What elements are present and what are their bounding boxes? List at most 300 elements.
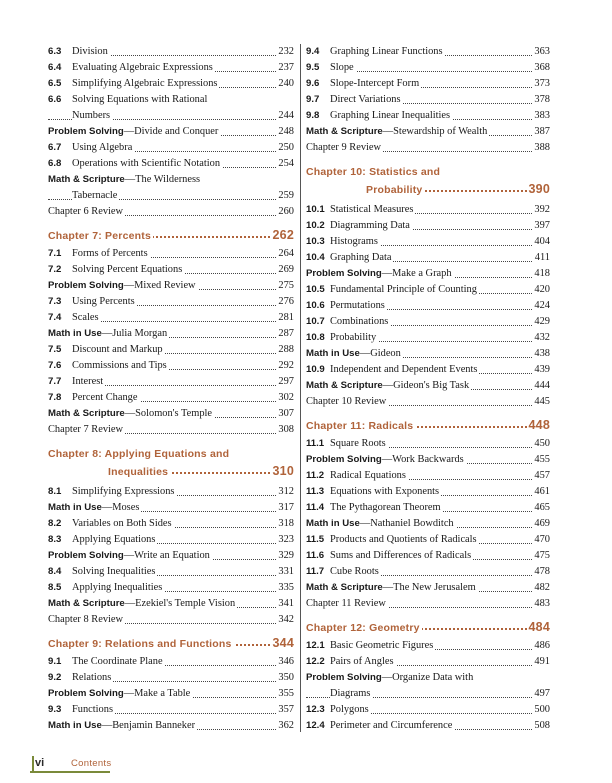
- entry-title: —Gideon's Big Task: [382, 380, 470, 391]
- entry-title: —Benjamin Banneker: [101, 720, 196, 731]
- entry-title: Probability: [330, 332, 377, 343]
- entry-title: Applying Equations: [72, 534, 156, 545]
- toc-entry[interactable]: [306, 250, 550, 266]
- toc-entry[interactable]: [48, 532, 294, 548]
- entry-title: Chapter 8 Review: [48, 614, 124, 625]
- entry-title: Interest: [72, 376, 104, 387]
- toc-entry[interactable]: [48, 390, 294, 406]
- toc-entry[interactable]: [48, 580, 294, 596]
- toc-entry[interactable]: [306, 44, 550, 60]
- toc-entry[interactable]: [306, 330, 550, 346]
- feature-label: Math & Scripture: [48, 408, 125, 419]
- toc-entry[interactable]: [48, 246, 294, 262]
- section-number: 6.7: [48, 142, 62, 153]
- page-number: 350: [276, 670, 294, 686]
- page-number: vi: [35, 757, 45, 769]
- chapter-page-number: 262: [272, 228, 294, 242]
- entry-title: Slope: [330, 62, 354, 73]
- entry-title: Perimeter and Circumference: [330, 720, 453, 731]
- entry-text: [48, 360, 169, 371]
- entry-text: [306, 62, 356, 73]
- entry-text: [48, 704, 115, 715]
- toc-entry[interactable]: [48, 612, 294, 628]
- toc-entry[interactable]: [48, 654, 294, 670]
- section-number: 9.5: [306, 62, 320, 73]
- page-number: 404: [532, 234, 550, 250]
- toc-entry[interactable]: [48, 358, 294, 374]
- page-number: 318: [276, 516, 294, 532]
- toc-entry[interactable]: [306, 452, 550, 468]
- page-number: 373: [532, 76, 550, 92]
- toc-entry[interactable]: [306, 92, 550, 108]
- toc-entry[interactable]: [48, 310, 294, 326]
- entry-text: [306, 486, 441, 497]
- page-number: 259: [276, 188, 294, 204]
- toc-entry[interactable]: [48, 702, 294, 718]
- page-number: 444: [532, 378, 550, 394]
- entry-title: Solving Percent Equations: [72, 264, 183, 275]
- toc-entry[interactable]: [306, 654, 550, 670]
- entry-title: —Divide and Conquer: [123, 126, 219, 137]
- chapter-title-line: [306, 622, 550, 634]
- toc-entry[interactable]: [306, 76, 550, 92]
- entry-text: [48, 142, 134, 153]
- entry-title: Chapter 7 Review: [48, 424, 124, 435]
- toc-entry[interactable]: [48, 596, 294, 612]
- chapter-title-line: [48, 230, 294, 242]
- entry-text: [306, 300, 387, 311]
- entry-text: [48, 280, 198, 291]
- entry-text: [306, 316, 390, 327]
- toc-entry[interactable]: [306, 394, 550, 410]
- toc-entry[interactable]: [306, 468, 550, 484]
- page-number: 248: [276, 124, 294, 140]
- section-number: 7.6: [48, 360, 62, 371]
- entry-title: Independent and Dependent Events: [330, 364, 478, 375]
- page-number: 368: [532, 60, 550, 76]
- entry-text: [306, 332, 378, 343]
- page-number: 432: [532, 330, 550, 346]
- entry-title: Scales: [72, 312, 99, 323]
- page-number: 383: [532, 108, 550, 124]
- page-number: 470: [532, 532, 550, 548]
- toc-entry[interactable]: [306, 140, 550, 156]
- entry-title: Cube Roots: [330, 566, 379, 577]
- toc-entry[interactable]: [306, 298, 550, 314]
- toc-entry[interactable]: [48, 548, 294, 564]
- page-number: 331: [276, 564, 294, 580]
- page-number: 307: [276, 406, 294, 422]
- chapter-title: Chapter 10: Statistics and: [306, 166, 441, 178]
- chapter-page-number: 448: [528, 418, 550, 432]
- entry-title: —Solomon's Temple: [124, 408, 213, 419]
- entry-text: [48, 486, 176, 497]
- entry-text: [306, 640, 435, 651]
- toc-entry[interactable]: [306, 266, 550, 282]
- section-number: 7.8: [48, 392, 62, 403]
- entry-title: —Ezekiel's Temple Vision: [124, 598, 236, 609]
- section-number: 12.3: [306, 704, 325, 715]
- feature-label: Problem Solving: [306, 454, 382, 465]
- toc-entry[interactable]: [306, 108, 550, 124]
- toc-entry[interactable]: [48, 156, 294, 172]
- entry-text: [48, 46, 110, 57]
- toc-entry[interactable]: [48, 374, 294, 390]
- toc-entry[interactable]: [306, 638, 550, 654]
- entry-title: —Write an Equation: [123, 550, 210, 561]
- entry-title: Chapter 10 Review: [306, 396, 387, 407]
- entry-text: [306, 704, 371, 715]
- entry-text: [48, 566, 157, 577]
- section-number: 10.1: [306, 204, 325, 215]
- entry-text: [48, 518, 174, 529]
- chapter-title-line: [366, 184, 550, 196]
- chapter-title: Chapter 8: Applying Equations and: [48, 448, 230, 460]
- entry-title: Slope-Intercept Form: [330, 78, 420, 89]
- entry-text: [306, 380, 471, 391]
- toc-entry-continued[interactable]: [48, 188, 294, 204]
- entry-title: Polygons: [330, 704, 369, 715]
- feature-label: Problem Solving: [306, 268, 382, 279]
- entry-text: [306, 534, 479, 545]
- toc-entry[interactable]: [306, 548, 550, 564]
- chapter-page-number: 390: [528, 182, 550, 196]
- toc-entry[interactable]: [306, 124, 550, 140]
- entry-text: [48, 62, 215, 73]
- entry-text: [48, 92, 294, 108]
- toc-entry[interactable]: [48, 204, 294, 220]
- toc-entry[interactable]: [48, 718, 294, 734]
- section-number: 6.5: [48, 78, 62, 89]
- entry-title: —Organize Data with: [381, 672, 474, 683]
- page-number: 469: [532, 516, 550, 532]
- toc-entry[interactable]: [48, 44, 294, 60]
- section-number: 7.4: [48, 312, 62, 323]
- toc-entry[interactable]: [306, 718, 550, 734]
- section-number: 10.2: [306, 220, 325, 231]
- entry-title: Permutations: [330, 300, 385, 311]
- section-number: 9.2: [48, 672, 62, 683]
- entry-text: [48, 206, 125, 217]
- entry-title: Evaluating Algebraic Expressions: [72, 62, 213, 73]
- toc-entry[interactable]: [48, 140, 294, 156]
- entry-title: Forms of Percents: [72, 248, 148, 259]
- page-number: 455: [532, 452, 550, 468]
- page-number: 260: [276, 204, 294, 220]
- toc-entry[interactable]: [306, 532, 550, 548]
- entry-title: —Julia Morgan: [101, 328, 168, 339]
- page-number: 346: [276, 654, 294, 670]
- entry-title: Products and Quotients of Radicals: [330, 534, 477, 545]
- entry-text: [306, 470, 408, 481]
- entry-title: Relations: [72, 672, 112, 683]
- feature-label: Math & Scripture: [306, 582, 383, 593]
- entry-title: Numbers: [72, 110, 111, 121]
- entry-text: [306, 220, 412, 231]
- page-number: 491: [532, 654, 550, 670]
- toc-entry[interactable]: [306, 234, 550, 250]
- section-number: 11.1: [306, 438, 325, 449]
- section-number: 10.3: [306, 236, 325, 247]
- toc-entry[interactable]: [48, 422, 294, 438]
- section-number: 10.7: [306, 316, 325, 327]
- page-number: 439: [532, 362, 550, 378]
- entry-title: Division: [72, 46, 108, 57]
- toc-entry-continued[interactable]: [48, 108, 294, 124]
- section-number: 10.5: [306, 284, 325, 295]
- toc-entry[interactable]: [306, 500, 550, 516]
- toc-entry[interactable]: [306, 218, 550, 234]
- entry-text: [48, 424, 125, 435]
- entry-text: [306, 566, 381, 577]
- entry-text: [306, 656, 396, 667]
- page-number: 275: [276, 278, 294, 294]
- page-number: 312: [276, 484, 294, 500]
- page-number: 323: [276, 532, 294, 548]
- page-number: 450: [532, 436, 550, 452]
- chapter-title-continued: Probability: [366, 184, 423, 196]
- entry-text: [306, 126, 489, 137]
- toc-entry[interactable]: [306, 202, 550, 218]
- toc-entry[interactable]: [48, 76, 294, 92]
- section-number: 9.6: [306, 78, 320, 89]
- section-number: 7.3: [48, 296, 62, 307]
- entry-title: Percent Change: [72, 392, 138, 403]
- section-number: 12.2: [306, 656, 325, 667]
- section-number: 7.5: [48, 344, 62, 355]
- entry-text: [306, 454, 466, 465]
- toc-entry[interactable]: [306, 60, 550, 76]
- feature-label: Math & Scripture: [48, 174, 125, 185]
- entry-title: Graphing Linear Functions: [330, 46, 443, 57]
- entry-text: [48, 502, 141, 513]
- feature-label: Problem Solving: [48, 126, 124, 137]
- entry-title: Pairs of Angles: [330, 656, 394, 667]
- chapter-heading[interactable]: [48, 444, 294, 484]
- chapter-title-continued: Inequalities: [108, 466, 169, 478]
- chapter-heading[interactable]: [306, 162, 550, 202]
- entry-text: [306, 268, 454, 279]
- entry-text: [306, 502, 443, 513]
- entry-title: Operations with Scientific Notation: [72, 158, 221, 169]
- page-number: 287: [276, 326, 294, 342]
- toc-entry[interactable]: [48, 278, 294, 294]
- section-number: 8.5: [48, 582, 62, 593]
- entry-text: [48, 264, 184, 275]
- section-number: 6.8: [48, 158, 62, 169]
- toc-entry[interactable]: [48, 670, 294, 686]
- entry-title: Using Percents: [72, 296, 135, 307]
- chapter-heading[interactable]: [48, 634, 294, 654]
- section-number: 12.4: [306, 720, 325, 731]
- toc-entry[interactable]: [306, 282, 550, 298]
- feature-label: Math in Use: [306, 518, 360, 529]
- page-number: 254: [276, 156, 294, 172]
- chapter-page-number: 484: [528, 620, 550, 634]
- footer-rule: [30, 771, 110, 773]
- page-number: 237: [276, 60, 294, 76]
- toc-entry[interactable]: [306, 362, 550, 378]
- toc-entry[interactable]: [306, 670, 550, 686]
- page-number: 420: [532, 282, 550, 298]
- chapter-heading[interactable]: [306, 416, 550, 436]
- entry-text: [306, 142, 383, 153]
- section-number: 11.2: [306, 470, 325, 481]
- feature-label: Math & Scripture: [306, 380, 383, 391]
- entry-title: Simplifying Expressions: [72, 486, 175, 497]
- page-number: 429: [532, 314, 550, 330]
- toc-entry[interactable]: [48, 124, 294, 140]
- section-number: 8.4: [48, 566, 62, 577]
- page-number: 308: [276, 422, 294, 438]
- entry-text: [306, 236, 380, 247]
- toc-entry[interactable]: [306, 484, 550, 500]
- chapter-page-number: 310: [272, 464, 294, 478]
- entry-text: [306, 720, 454, 731]
- page-number: 378: [532, 92, 550, 108]
- entry-text: [306, 364, 479, 375]
- entry-text: [48, 344, 165, 355]
- entry-title: —Make a Table: [123, 688, 191, 699]
- section-number: 11.6: [306, 550, 325, 561]
- entry-text: [48, 172, 294, 188]
- entry-title: Combinations: [330, 316, 389, 327]
- entry-text: [306, 284, 479, 295]
- section-number: 11.3: [306, 486, 325, 497]
- entry-title: Solving Equations with Rational: [72, 94, 208, 105]
- section-number: 9.7: [306, 94, 320, 105]
- entry-text: [48, 534, 157, 545]
- toc-entry[interactable]: [48, 262, 294, 278]
- feature-label: Problem Solving: [48, 280, 124, 291]
- entry-text: [306, 396, 388, 407]
- entry-text: [48, 328, 169, 339]
- page-number: 483: [532, 596, 550, 612]
- chapter-heading[interactable]: [48, 226, 294, 246]
- feature-label: Problem Solving: [48, 688, 124, 699]
- entry-title: Commissions and Tips: [72, 360, 167, 371]
- entry-text: [48, 598, 237, 609]
- chapter-title: Chapter 9: Relations and Functions: [48, 638, 232, 650]
- toc-entry[interactable]: [306, 346, 550, 362]
- page-number: 329: [276, 548, 294, 564]
- feature-label: Math in Use: [48, 328, 102, 339]
- feature-label: Math & Scripture: [48, 598, 125, 609]
- section-number: 8.1: [48, 486, 62, 497]
- toc-entry[interactable]: [48, 406, 294, 422]
- page-number: 264: [276, 246, 294, 262]
- entry-title: Fundamental Principle of Counting: [330, 284, 477, 295]
- section-number: 11.7: [306, 566, 325, 577]
- section-number: 11.5: [306, 534, 325, 545]
- page-number: 341: [276, 596, 294, 612]
- toc-entry[interactable]: [48, 326, 294, 342]
- entry-text: [48, 126, 220, 137]
- toc-entry[interactable]: [306, 702, 550, 718]
- entry-title: Diagrams: [330, 688, 371, 699]
- page-number: 478: [532, 564, 550, 580]
- entry-text: [306, 204, 415, 215]
- section-number: 6.6: [48, 94, 62, 105]
- toc-entry[interactable]: [48, 500, 294, 516]
- page-number: 250: [276, 140, 294, 156]
- chapter-heading[interactable]: [306, 618, 550, 638]
- entry-text: [48, 720, 197, 731]
- page-number: 292: [276, 358, 294, 374]
- toc-entry[interactable]: [306, 378, 550, 394]
- toc-entry[interactable]: [306, 436, 550, 452]
- entry-title: Tabernacle: [72, 190, 118, 201]
- page-number: 418: [532, 266, 550, 282]
- page-number: 387: [532, 124, 550, 140]
- toc-entry[interactable]: [48, 564, 294, 580]
- entry-text: [48, 408, 214, 419]
- entry-title: Variables on Both Sides: [72, 518, 172, 529]
- entry-title: Solving Inequalities: [72, 566, 156, 577]
- entry-title: Statistical Measures: [330, 204, 414, 215]
- page-number: 438: [532, 346, 550, 362]
- page-number: 335: [276, 580, 294, 596]
- toc-entry-continued[interactable]: [306, 686, 550, 702]
- section-number: 7.1: [48, 248, 62, 259]
- page-number: 357: [276, 702, 294, 718]
- entry-text: [306, 438, 388, 449]
- section-number: 12.1: [306, 640, 325, 651]
- toc-entry[interactable]: [48, 686, 294, 702]
- toc-entry[interactable]: [48, 60, 294, 76]
- toc-entry[interactable]: [306, 516, 550, 532]
- column-divider: [300, 44, 301, 732]
- toc-entry[interactable]: [48, 516, 294, 532]
- entry-text: [48, 158, 222, 169]
- section-number: 10.9: [306, 364, 325, 375]
- page-number: 497: [532, 686, 550, 702]
- toc-entry[interactable]: [306, 314, 550, 330]
- entry-text: [48, 78, 219, 89]
- chapter-page-number: 344: [272, 636, 294, 650]
- entry-title: Histograms: [330, 236, 378, 247]
- page-number: 362: [276, 718, 294, 734]
- entry-text: [48, 614, 125, 625]
- feature-label: Math in Use: [306, 348, 360, 359]
- entry-text: [306, 518, 456, 529]
- toc-entry[interactable]: [306, 596, 550, 612]
- page-number: 445: [532, 394, 550, 410]
- chapter-title: Chapter 12: Geometry: [306, 622, 420, 634]
- page-number: 281: [276, 310, 294, 326]
- toc-entry[interactable]: [48, 484, 294, 500]
- entry-title: Using Algebra: [72, 142, 133, 153]
- page-number: 302: [276, 390, 294, 406]
- feature-label: Problem Solving: [48, 550, 124, 561]
- section-number: 6.4: [48, 62, 62, 73]
- toc-entry[interactable]: [48, 342, 294, 358]
- toc-entry[interactable]: [306, 580, 550, 596]
- entry-title: —The Wilderness: [124, 174, 201, 185]
- toc-left-column: [48, 44, 294, 734]
- toc-entry[interactable]: [306, 564, 550, 580]
- toc-entry[interactable]: [48, 172, 294, 188]
- toc-entry[interactable]: [48, 294, 294, 310]
- entry-text: [306, 252, 393, 263]
- toc-entry[interactable]: [48, 92, 294, 108]
- entry-title: Chapter 6 Review: [48, 206, 124, 217]
- entry-text: [48, 656, 165, 667]
- chapter-title-line: [108, 466, 294, 478]
- chapter-title: Chapter 7: Percents: [48, 230, 152, 242]
- entry-title: The Coordinate Plane: [72, 656, 163, 667]
- footer-section-label: Contents: [71, 758, 112, 769]
